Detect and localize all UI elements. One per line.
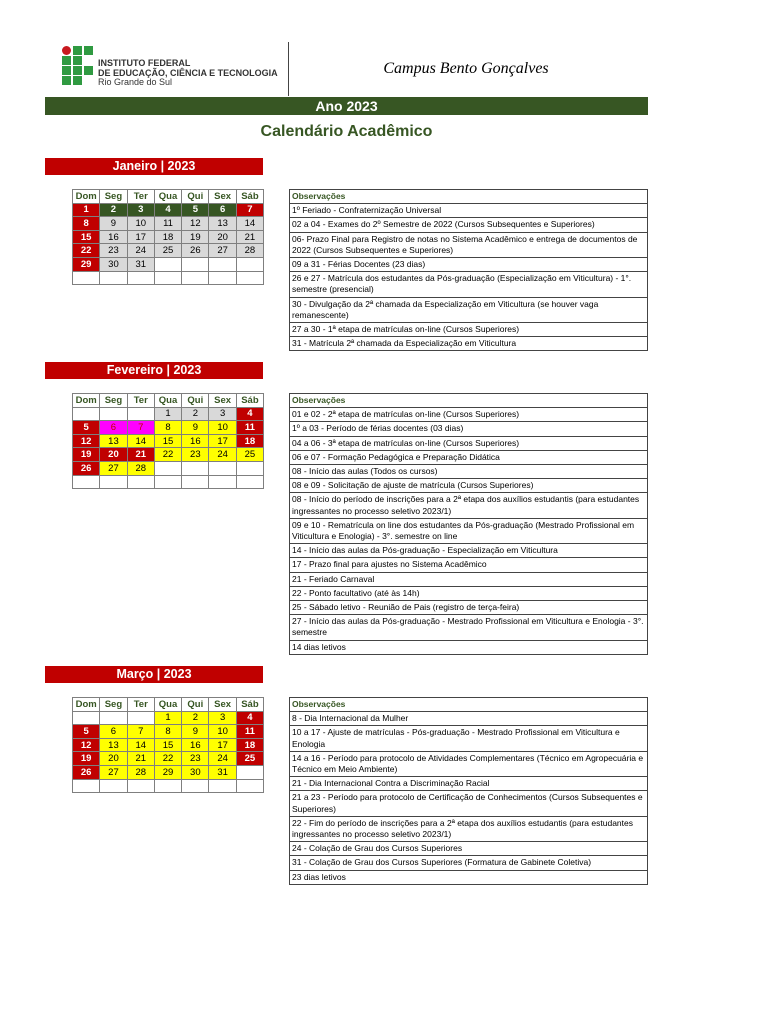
day-cell: 8	[73, 217, 100, 231]
day-cell: 14	[236, 217, 263, 231]
day-cell	[182, 271, 209, 285]
day-cell	[100, 475, 127, 489]
observation-row	[290, 842, 648, 856]
day-cell: 4	[236, 407, 263, 421]
day-cell	[154, 461, 181, 475]
observation-text: 08 e 09 - Solicitação de ajuste de matrícula (Cursos Superiores)	[290, 479, 648, 493]
observations-header-row	[290, 190, 648, 204]
observation-row	[290, 218, 648, 232]
day-cell: 22	[73, 244, 100, 258]
observation-row	[290, 558, 648, 572]
day-cell	[100, 271, 127, 285]
day-cell	[127, 407, 154, 421]
observation-text: 1º a 03 - Período de férias docentes (03 dias)	[290, 422, 648, 436]
day-cell: 12	[182, 217, 209, 231]
weekday-header-row	[73, 190, 264, 204]
observation-row	[290, 479, 648, 493]
observations-header-row	[290, 394, 648, 408]
day-cell	[209, 257, 236, 271]
day-cell: 3	[127, 203, 154, 217]
day-cell: 5	[73, 725, 100, 739]
weekday-label: Qua	[154, 698, 181, 712]
day-cell: 3	[209, 711, 236, 725]
day-cell	[100, 711, 127, 725]
week-row	[73, 779, 264, 793]
week-row	[73, 752, 264, 766]
observation-text: 02 a 04 - Exames do 2º Semestre de 2022 (Cursos Subsequentes e Superiores)	[290, 218, 648, 232]
day-cell	[182, 475, 209, 489]
observations-header: Observações	[290, 394, 648, 408]
observation-text: 01 e 02 - 2ª etapa de matrículas on-line (Cursos Superiores)	[290, 408, 648, 422]
day-cell	[236, 779, 263, 793]
weekday-header-row	[73, 698, 264, 712]
day-cell: 6	[100, 725, 127, 739]
day-cell: 11	[236, 725, 263, 739]
week-row	[73, 725, 264, 739]
month-calendar	[72, 189, 264, 285]
day-cell: 1	[73, 203, 100, 217]
header-divider	[288, 42, 289, 96]
day-cell: 23	[182, 752, 209, 766]
weekday-label: Dom	[73, 698, 100, 712]
observation-row	[290, 408, 648, 422]
day-cell: 15	[73, 230, 100, 244]
weekday-label: Seg	[100, 190, 127, 204]
day-cell: 9	[182, 421, 209, 435]
day-cell: 10	[209, 421, 236, 435]
observation-text: 09 e 10 - Rematrícula on line dos estudantes da Pós-graduação (Mestrado Profissional em Viticultura e Enologia) - 3°. semestre on line	[290, 518, 648, 543]
weekday-label: Sáb	[236, 698, 263, 712]
observation-text: 04 a 06 - 3ª etapa de matrículas on-line (Cursos Superiores)	[290, 436, 648, 450]
observation-row	[290, 586, 648, 600]
weekday-label: Dom	[73, 394, 100, 408]
observation-row	[290, 791, 648, 816]
observation-row	[290, 297, 648, 322]
day-cell: 16	[100, 230, 127, 244]
day-cell: 27	[209, 244, 236, 258]
day-cell: 14	[127, 738, 154, 752]
day-cell: 30	[182, 765, 209, 779]
day-cell: 15	[154, 434, 181, 448]
day-cell: 18	[236, 738, 263, 752]
weekday-label: Qua	[154, 394, 181, 408]
day-cell: 24	[209, 752, 236, 766]
month-title: Fevereiro | 2023	[45, 362, 263, 379]
day-cell	[154, 475, 181, 489]
day-cell	[236, 765, 263, 779]
observation-row	[290, 601, 648, 615]
day-cell: 24	[209, 448, 236, 462]
day-cell	[73, 475, 100, 489]
day-cell: 6	[209, 203, 236, 217]
day-cell: 22	[154, 752, 181, 766]
weekday-label: Sáb	[236, 190, 263, 204]
observation-text: 08 - Início do período de inscrições para a 2ª etapa dos auxílios estudantis (para estudantes ingressantes no processo seletivo 2023/1)	[290, 493, 648, 518]
observation-row	[290, 870, 648, 884]
week-row	[73, 461, 264, 475]
day-cell: 25	[236, 448, 263, 462]
day-cell: 7	[236, 203, 263, 217]
day-cell: 21	[127, 448, 154, 462]
day-cell: 1	[154, 711, 181, 725]
day-cell: 19	[182, 230, 209, 244]
observation-text: 17 - Prazo final para ajustes no Sistema Acadêmico	[290, 558, 648, 572]
day-cell: 26	[73, 765, 100, 779]
observation-text: 8 - Dia Internacional da Mulher	[290, 712, 648, 726]
observation-row	[290, 422, 648, 436]
observation-row	[290, 777, 648, 791]
day-cell	[236, 271, 263, 285]
week-row	[73, 271, 264, 285]
day-cell: 18	[236, 434, 263, 448]
observation-row	[290, 816, 648, 841]
observation-row	[290, 204, 648, 218]
day-cell	[209, 475, 236, 489]
day-cell	[209, 461, 236, 475]
observation-text: 06 e 07 - Formação Pedagógica e Preparação Didática	[290, 450, 648, 464]
observations-table	[289, 697, 648, 885]
observation-row	[290, 726, 648, 751]
day-cell: 15	[154, 738, 181, 752]
weekday-label: Ter	[127, 698, 154, 712]
week-row	[73, 244, 264, 258]
observation-row	[290, 856, 648, 870]
month-calendar	[72, 697, 264, 793]
day-cell: 12	[73, 434, 100, 448]
day-cell	[236, 257, 263, 271]
observation-text: 14 - Início das aulas da Pós-graduação - Especialização em Viticultura	[290, 544, 648, 558]
observations-header-row	[290, 698, 648, 712]
observation-row	[290, 572, 648, 586]
day-cell: 2	[182, 711, 209, 725]
weekday-label: Seg	[100, 394, 127, 408]
observation-row	[290, 518, 648, 543]
observation-text: 21 a 23 - Período para protocolo de Certificação de Conhecimentos (Cursos Subsequentes e Superiores)	[290, 791, 648, 816]
week-row	[73, 738, 264, 752]
day-cell: 20	[209, 230, 236, 244]
day-cell	[127, 711, 154, 725]
week-row	[73, 217, 264, 231]
day-cell: 1	[154, 407, 181, 421]
weekday-label: Seg	[100, 698, 127, 712]
observations-table	[289, 393, 648, 655]
weekday-label: Sex	[209, 698, 236, 712]
day-cell: 13	[209, 217, 236, 231]
day-cell: 24	[127, 244, 154, 258]
day-cell: 13	[100, 434, 127, 448]
day-cell: 22	[154, 448, 181, 462]
week-row	[73, 434, 264, 448]
observation-row	[290, 323, 648, 337]
day-cell	[73, 407, 100, 421]
day-cell: 6	[100, 421, 127, 435]
observation-row	[290, 450, 648, 464]
day-cell: 18	[154, 230, 181, 244]
day-cell: 21	[127, 752, 154, 766]
observation-text: 23 dias letivos	[290, 870, 648, 884]
day-cell	[154, 779, 181, 793]
weekday-label: Dom	[73, 190, 100, 204]
week-row	[73, 407, 264, 421]
day-cell: 5	[73, 421, 100, 435]
observation-text: 22 - Fim do período de inscrições para a 2ª etapa dos auxílios estudantis (para estudantes ingressantes no processo seletivo 2023/1)	[290, 816, 648, 841]
weekday-label: Qui	[182, 394, 209, 408]
observations-header: Observações	[290, 698, 648, 712]
weekday-label: Sex	[209, 394, 236, 408]
day-cell	[127, 271, 154, 285]
observation-text: 1º Feriado - Confraternização Universal	[290, 204, 648, 218]
day-cell	[73, 711, 100, 725]
day-cell: 21	[236, 230, 263, 244]
day-cell	[127, 779, 154, 793]
weekday-label: Sex	[209, 190, 236, 204]
month-title: Janeiro | 2023	[45, 158, 263, 175]
day-cell: 10	[127, 217, 154, 231]
observation-row	[290, 232, 648, 257]
day-cell: 20	[100, 448, 127, 462]
day-cell	[73, 779, 100, 793]
observation-text: 25 - Sábado letivo - Reunião de Pais (registro de terça-feira)	[290, 601, 648, 615]
campus-name: Campus Bento Gonçalves	[383, 60, 549, 77]
observation-row	[290, 640, 648, 654]
day-cell: 28	[236, 244, 263, 258]
day-cell	[236, 461, 263, 475]
weekday-label: Ter	[127, 394, 154, 408]
month-title: Março | 2023	[45, 666, 263, 683]
weekday-label: Ter	[127, 190, 154, 204]
weekday-label: Sáb	[236, 394, 263, 408]
day-cell: 20	[100, 752, 127, 766]
day-cell	[154, 257, 181, 271]
day-cell: 2	[100, 203, 127, 217]
week-row	[73, 448, 264, 462]
day-cell: 13	[100, 738, 127, 752]
day-cell: 4	[154, 203, 181, 217]
day-cell: 30	[100, 257, 127, 271]
day-cell: 11	[236, 421, 263, 435]
day-cell	[73, 271, 100, 285]
observations-table	[289, 189, 648, 351]
observation-text: 27 - Início das aulas da Pós-graduação - Mestrado Profissional em Viticultura e Enologia - 3°. semestre	[290, 615, 648, 640]
day-cell: 14	[127, 434, 154, 448]
week-row	[73, 257, 264, 271]
day-cell: 7	[127, 725, 154, 739]
week-row	[73, 203, 264, 217]
day-cell: 4	[236, 711, 263, 725]
observation-text: 27 a 30 - 1ª etapa de matrículas on-line (Cursos Superiores)	[290, 323, 648, 337]
day-cell: 23	[182, 448, 209, 462]
week-row	[73, 421, 264, 435]
day-cell: 12	[73, 738, 100, 752]
day-cell: 2	[182, 407, 209, 421]
observation-text: 09 a 31 - Férias Docentes (23 dias)	[290, 258, 648, 272]
day-cell: 25	[236, 752, 263, 766]
year-bar: Ano 2023	[45, 97, 648, 115]
observation-row	[290, 751, 648, 776]
observations-header: Observações	[290, 190, 648, 204]
observation-row	[290, 272, 648, 297]
day-cell	[100, 407, 127, 421]
week-row	[73, 711, 264, 725]
day-cell: 9	[100, 217, 127, 231]
day-cell	[182, 779, 209, 793]
day-cell	[154, 271, 181, 285]
day-cell: 19	[73, 752, 100, 766]
observation-text: 31 - Matrícula 2ª chamada da Especialização em Viticultura	[290, 337, 648, 351]
observation-row	[290, 493, 648, 518]
observation-text: 30 - Divulgação da 2ª chamada da Especialização em Viticultura (se houver vaga remanescente)	[290, 297, 648, 322]
day-cell: 29	[73, 257, 100, 271]
observation-row	[290, 544, 648, 558]
day-cell: 19	[73, 448, 100, 462]
day-cell	[182, 461, 209, 475]
day-cell: 10	[209, 725, 236, 739]
weekday-label: Qua	[154, 190, 181, 204]
day-cell: 11	[154, 217, 181, 231]
day-cell: 28	[127, 461, 154, 475]
day-cell: 26	[73, 461, 100, 475]
day-cell: 27	[100, 765, 127, 779]
day-cell	[236, 475, 263, 489]
day-cell: 25	[154, 244, 181, 258]
day-cell: 23	[100, 244, 127, 258]
day-cell: 17	[127, 230, 154, 244]
week-row	[73, 765, 264, 779]
day-cell: 17	[209, 738, 236, 752]
observation-text: 06- Prazo Final para Registro de notas no Sistema Acadêmico e entrega de documentos de 2022 (Cursos Subsequentes e Superiores)	[290, 232, 648, 257]
weekday-label: Qui	[182, 190, 209, 204]
day-cell: 28	[127, 765, 154, 779]
observation-row	[290, 337, 648, 351]
institute-name: INSTITUTO FEDERAL DE EDUCAÇÃO, CIÊNCIA E TECNOLOGIA Rio Grande do Sul	[98, 58, 278, 87]
day-cell: 31	[127, 257, 154, 271]
day-cell: 7	[127, 421, 154, 435]
day-cell	[100, 779, 127, 793]
day-cell: 27	[100, 461, 127, 475]
day-cell: 8	[154, 725, 181, 739]
day-cell: 16	[182, 738, 209, 752]
institute-logo-icon	[62, 46, 94, 84]
observation-text: 14 a 16 - Período para protocolo de Atividades Complementares (Técnico em Agropecuária e Técnico em Meio Ambiente)	[290, 751, 648, 776]
page-title: Calendário Acadêmico	[260, 123, 433, 140]
observation-text: 14 dias letivos	[290, 640, 648, 654]
observation-text: 10 a 17 - Ajuste de matrículas - Pós-graduação - Mestrado Profissional em Viticultura e Enologia	[290, 726, 648, 751]
observation-text: 31 - Colação de Grau dos Cursos Superiores (Formatura de Gabinete Coletiva)	[290, 856, 648, 870]
day-cell: 3	[209, 407, 236, 421]
day-cell	[209, 271, 236, 285]
day-cell	[182, 257, 209, 271]
day-cell: 8	[154, 421, 181, 435]
observation-row	[290, 615, 648, 640]
day-cell: 9	[182, 725, 209, 739]
observation-text: 21 - Feriado Carnaval	[290, 572, 648, 586]
observation-row	[290, 465, 648, 479]
observation-text: 21 - Dia Internacional Contra a Discriminação Racial	[290, 777, 648, 791]
day-cell: 31	[209, 765, 236, 779]
observation-row	[290, 712, 648, 726]
day-cell	[209, 779, 236, 793]
observation-text: 24 - Colação de Grau dos Cursos Superiores	[290, 842, 648, 856]
weekday-header-row	[73, 394, 264, 408]
observation-text: 26 e 27 - Matrícula dos estudantes da Pós-graduação (Especialização em Viticultura) - 1°. semestre (presencial)	[290, 272, 648, 297]
observation-text: 08 - Início das aulas (Todos os cursos)	[290, 465, 648, 479]
weekday-label: Qui	[182, 698, 209, 712]
day-cell: 5	[182, 203, 209, 217]
day-cell: 16	[182, 434, 209, 448]
observation-row	[290, 258, 648, 272]
week-row	[73, 475, 264, 489]
day-cell	[127, 475, 154, 489]
week-row	[73, 230, 264, 244]
day-cell: 26	[182, 244, 209, 258]
observation-text: 22 - Ponto facultativo (até às 14h)	[290, 586, 648, 600]
observation-row	[290, 436, 648, 450]
month-calendar	[72, 393, 264, 489]
day-cell: 17	[209, 434, 236, 448]
day-cell: 29	[154, 765, 181, 779]
